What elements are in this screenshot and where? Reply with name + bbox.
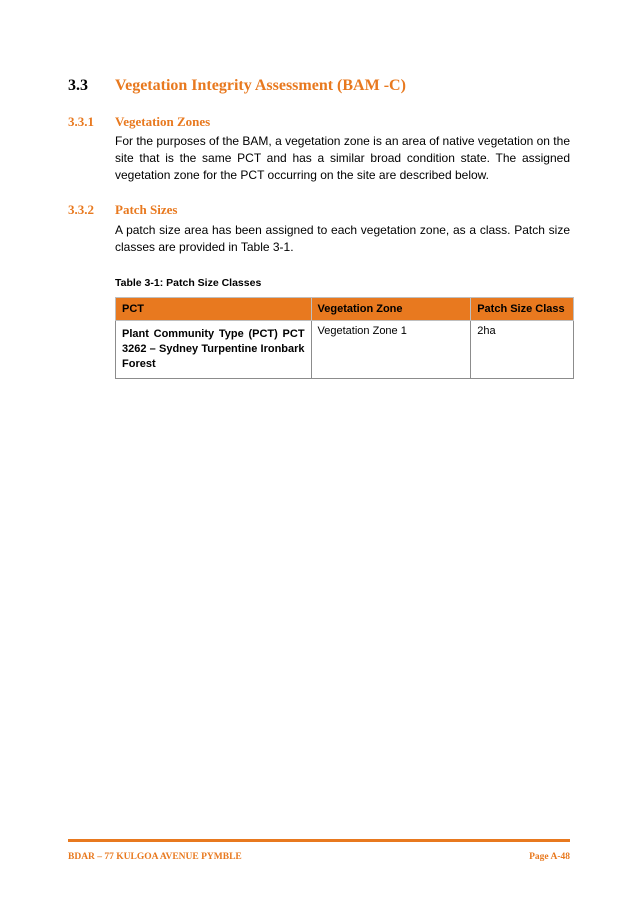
subsection-number: 3.3.1 bbox=[68, 114, 94, 129]
section-title: Vegetation Integrity Assessment (BAM -C) bbox=[115, 77, 406, 94]
subsection-title: Vegetation Zones bbox=[115, 114, 211, 129]
header-vegetation-zone: Vegetation Zone bbox=[311, 298, 471, 321]
table-row bbox=[116, 321, 574, 379]
subsection-title: Patch Sizes bbox=[115, 202, 178, 217]
subsection-number: 3.3.2 bbox=[68, 202, 94, 217]
header-patch-size-class: Patch Size Class bbox=[471, 298, 574, 321]
vegetation-zones-paragraph: For the purposes of the BAM, a vegetation zone is an area of native vegetation on the site that is the same PCT and has a similar broad condition state. The assigned vegetation zone for the PCT occurring on the site are described below. bbox=[115, 134, 570, 182]
patch-size-table bbox=[115, 297, 574, 379]
footer-page-number: Page A-48 bbox=[529, 852, 570, 862]
table-caption: Table 3-1: Patch Size Classes bbox=[115, 277, 262, 289]
patch-sizes-paragraph: A patch size area has been assigned to each vegetation zone, as a class. Patch size classes are provided in Table 3-1. bbox=[115, 223, 570, 254]
footer-document-title: BDAR – 77 KULGOA AVENUE PYMBLE bbox=[68, 852, 242, 862]
cell-pct: Plant Community Type (PCT) PCT 3262 – Sydney Turpentine Ironbark Forest bbox=[116, 321, 312, 379]
section-number: 3.3 bbox=[68, 77, 88, 94]
footer-divider bbox=[68, 839, 570, 842]
header-pct: PCT bbox=[116, 298, 312, 321]
cell-vegetation-zone: Vegetation Zone 1 bbox=[311, 321, 471, 379]
cell-patch-size-class: 2ha bbox=[471, 321, 574, 379]
table-header-row bbox=[116, 298, 574, 321]
